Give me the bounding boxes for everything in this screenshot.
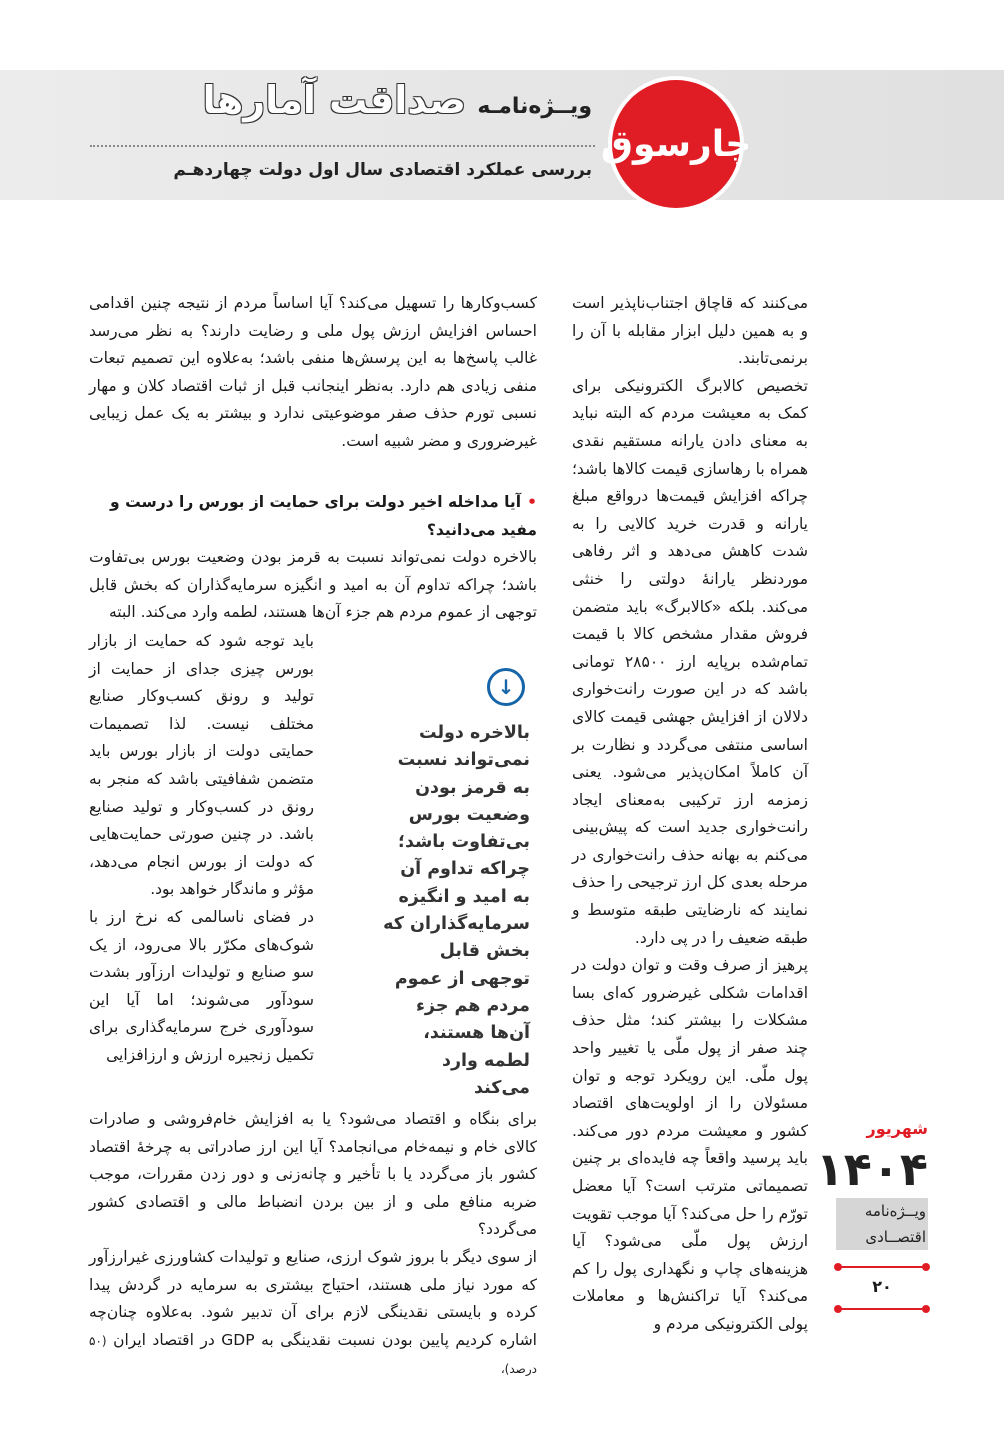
left-column-top (89, 290, 537, 456)
page-title: صداقت آمارها (202, 78, 466, 122)
paragraph (89, 1244, 537, 1384)
inline-note: (۵۰ درصد)، (89, 1333, 537, 1377)
paragraph: در فضای ناسالمی که نرخ ارز با شوک‌های مکرّر بالا می‌رود، از یک سو صنایع و تولیدات ارزآور بشدت سودآور می‌شوند؛ اما آیا این سودآوری خرج سرمایه‌گذاری برای تکمیل زنجیره ارزش و ارزافزایی (89, 907, 314, 1064)
question-text: آیا مداخله اخیر دولت برای حمایت از بورس را درست و مفید می‌دانید؟ (110, 493, 537, 539)
issue-sidebar (815, 1118, 928, 1310)
special-edition-label: ویــژه‌نامـه (477, 94, 592, 119)
left-column-answer (89, 544, 537, 627)
paragraph: برای بنگاه و اقتصاد می‌شود؟ یا به افزایش خام‌فروشی و صادرات کالای خام و نیمه‌خام می‌انجامد؟ آیا این ارز صادراتی به چرخهٔ اقتصاد کشور باز می‌گردد یا با تأخیر و چانه‌زنی و دور زدن مقررات، موجب ضربه منافع ملی و از بین بردن انضباط مالی و اقتصادی کشور می‌گردد؟ (89, 1110, 537, 1239)
right-column (572, 290, 808, 1339)
page-subtitle: بررسی عملکرد اقتصادی سال اول دولت چهاردهـم (173, 160, 592, 180)
paragraph: کسب‌وکارها را تسهیل می‌کند؟ آیا اساساً مردم از نتیجه چنین اقدامی احساس افزایش ارزش پول ملی و رضایت دارند؟ به نظر می‌رسد غالب پاسخ‌ها به این پرسش‌ها منفی باشد؛ به‌علاوه این تصمیم تبعات منفی زیادی هم دارد. به‌نظر اینجانب قبل از ثبات اقتصاد کلان و مهار نسبی تورم حذف صفر موضوعیتی ندارد و بیشتر به یک عمل زیبایی غیرضروری و مضر شبیه است. (89, 294, 537, 450)
issue-month: شهریور (866, 1119, 928, 1138)
arrow-down-circle-icon: ↓ (487, 668, 525, 706)
left-column-bottom (89, 1106, 537, 1384)
paragraph: باید توجه شود که حمایت از بازار بورس چیزی جدای از حمایت از تولید و رونق کسب‌وکار صنایع مختلف نیست. لذا تصمیمات حمایتی دولت از بازار بورس باید متضمن شفافیتی باشد که منجر به رونق در کسب‌وکار و تولید صنایع باشد. در چنین صورتی حمایت‌هایی که دولت از بورس انجام می‌دهد، مؤثر و ماندگار خواهد بود. (89, 632, 314, 899)
page-number: ۲۰ (872, 1277, 892, 1296)
paragraph: تخصیص کالابرگ الکترونیکی برای کمک به معیشت مردم که البته نباید به معنای دادن یارانه مستقیم نقدی همراه با رهاسازی قیمت کالاها باشد؛ چراکه افزایش قیمت‌ها درواقع مبلغ یارانه و قدرت خرید کالایی را به شدت کاهش می‌دهد و اثر رفاهی موردنظر یارانهٔ دولتی را خنثی می‌کند. بلکه «کالابرگ» باید متضمن فروش مقدار مشخص کالا با قیمت تمام‌شده برپایه ارز ۲۸۵۰۰ تومانی باشد که در این صورت رانت‌خواری دلالان از افزایش جهشی قیمت کالای اساسی منتفی می‌گردد و نظارت بر آن کاملاً امکان‌پذیر می‌شود. یعنی زمزمه ارز ترکیبی به‌معنای ایجاد رانت‌خواری جدید است که پیش‌بینی می‌کنم به بهانه حذف رانت‌خواری در مرحله بعدی کل ارز ترجیحی را حذف نمایند که نارضایتی طبقه متوسط و طبقه ضعیف را در پی دارد. (572, 376, 808, 947)
issue-label: ویــژه‌نامه (836, 1198, 928, 1224)
sidebar-divider (836, 1308, 928, 1310)
paragraph: پرهیز از صرف وقت و توان دولت در اقدامات شکلی غیرضرور که‌ای بسا مشکلات را بیشتر کند؛ مثل حذف چند صفر از پول ملّی یا تغییر واحد پول ملّی. این رویکرد توجه و توان مسئولان را از اولویت‌های اقتصاد کشور و معیشت مردم دور می‌کند. باید پرسید واقعاً چه فایده‌ای بر چنین تصمیماتی مترتب است؟ آیا معضل تورّم را حل می‌کند؟ آیا موجب تقویت ارزش پول ملّی می‌شود؟ آیا هزینه‌های چاپ و نگهداری پول را کم می‌کند؟ آیا تراکنش‌ها و معاملات پولی الکترونیکی مردم و (572, 956, 808, 1333)
left-narrow-column (89, 628, 314, 1070)
interview-question (89, 488, 537, 544)
paragraph: بالاخره دولت نمی‌تواند نسبت به قرمز بودن وضعیت بورس بی‌تفاوت باشد؛ چراکه تداوم آن به امید و انگیزه سرمایه‌گذاران که بخش قابل توجهی از عموم مردم هم جزء آن‌ها هستند، لطمه وارد می‌کند. البته (89, 548, 537, 622)
issue-label: اقتصــادی (836, 1224, 928, 1250)
publication-logo: چارسوق (612, 80, 740, 208)
issue-year: ۱۴۰۴ (815, 1142, 928, 1196)
sidebar-divider (836, 1266, 928, 1268)
bullet-icon: • (527, 493, 537, 511)
header-band (0, 70, 1004, 200)
header-divider (90, 145, 595, 147)
paragraph: می‌کنند که قاچاق اجتناب‌ناپذیر است و به همین دلیل ابزار مقابله با آن را برنمی‌تابند. (572, 294, 808, 368)
paragraph-text: از سوی دیگر با بروز شوک ارزی، صنایع و تولیدات کشاورزی غیرارزآور که مورد نیاز ملی هستند، احتیاج بیشتری به سرمایه در گردش پیدا کرده و بایستی نقدینگی لازم برای آن تدبیر شود. به‌علاوه چنان‌چه اشاره کردیم پایین بودن نسبت نقدینگی به GDP در اقتصاد ایران (89, 1247, 537, 1349)
pull-quote: بالاخره دولت نمی‌تواند نسبت به قرمز بودن وضعیت بورس بی‌تفاوت باشد؛ چراکه تداوم آن به امید و انگیزه سرمایه‌گذاران که بخش قابل توجهی از عموم مردم هم جزء آن‌ها هستند، لطمه وارد می‌کند (383, 723, 530, 1098)
